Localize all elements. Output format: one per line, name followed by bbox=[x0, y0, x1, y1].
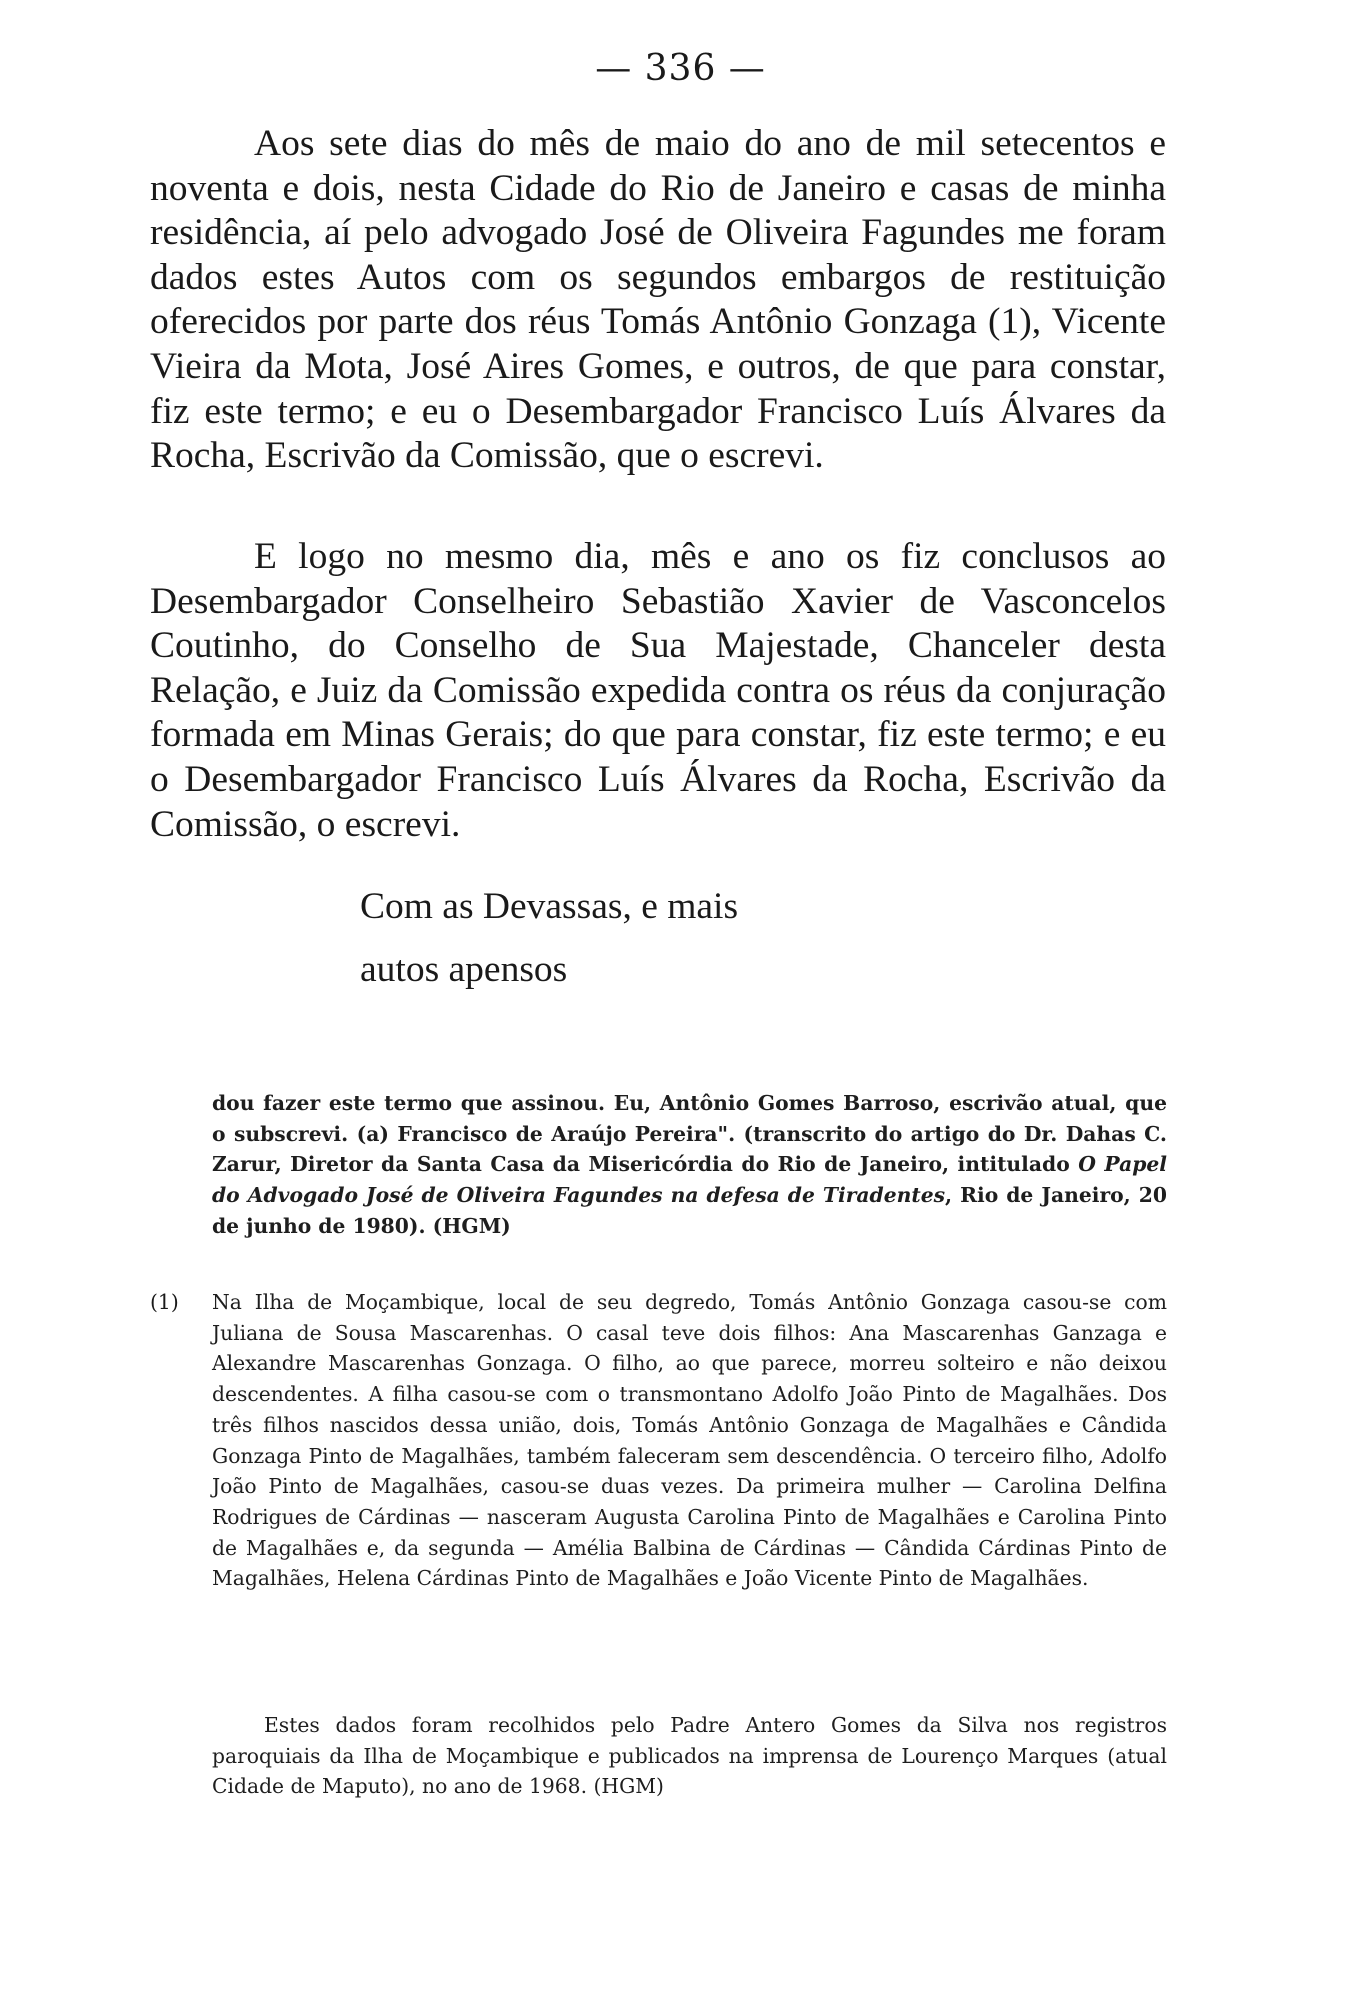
body-paragraph-1 bbox=[150, 122, 1166, 479]
paragraph-text: Aos sete dias do mês de maio do ano de mil setecentos e noventa e dois, nesta Cidade do Rio de Janeiro e casas de minha residência, aí pelo advogado José de Oliveira Fagundes me foram dados estes Autos com os segundos embargos de restituição oferecidos por parte dos réus Tomás Antônio Gonzaga (1), Vicente Vieira da Mota, José Aires Gomes, e outros, de que para constar, fiz este termo; e eu o Desembargador Francisco Luís Álvares da Rocha, Escrivão da Comissão, que o escrevi. bbox=[150, 123, 1166, 477]
paragraph-text: E logo no mesmo dia, mês e ano os fiz conclusos ao Desembargador Conselheiro Sebastião Xavier de Vasconcelos Coutinho, do Conselho de Sua Majestade, Chanceler desta Relação, e Juiz da Comissão expedida contra os réus da conjuração formada em Minas Gerais; do que para constar, fiz este termo; e eu o Desembargador Francisco Luís Álvares da Rocha, Escrivão da Comissão, o escrevi. bbox=[150, 536, 1166, 845]
footnote-text-2: Estes dados foram recolhidos pelo Padre Antero Gomes da Silva nos registros paroquiais da Ilha de Moçambique e publicados na imprensa de Lourenço Marques (atual Cidade de Maputo), no ano de 1968. (HGM) bbox=[212, 1713, 1167, 1799]
article-title: O Papel do Advogado José de Oliveira Fagundes na defesa de Tiradentes bbox=[212, 1152, 1167, 1208]
closing-line-2: autos apensos bbox=[360, 949, 568, 990]
continued-footnote-text-end: , Rio de Janeiro, 20 de junho de 1980). (HGM) bbox=[212, 1183, 1167, 1238]
page-number: — 336 — bbox=[595, 48, 766, 89]
closing-line-1: Com as Devassas, e mais bbox=[360, 886, 739, 927]
footnote-text: Na Ilha de Moçambique, local de seu degredo, Tomás Antônio Gonzaga casou-se com Juliana de Sousa Mascarenhas. O casal teve dois filhos: Ana Mascarenhas Ganzaga e Alexandre Mascarenhas Gonzaga. O filho, ao que parece, morreu solteiro e não deixou descendentes. A filha casou-se com o transmontano Adolfo João Pinto de Magalhães. Dos três filhos nascidos dessa união, dois, Tomás Antônio Gonzaga de Magalhães e Cândida Gonzaga Pinto de Magalhães, também faleceram sem descendência. O terceiro filho, Adolfo João Pinto de Magalhães, casou-se duas vezes. Da primeira mulher — Carolina Delfina Rodrigues de Cárdinas — nasceram Augusta Carolina Pinto de Magalhães e Carolina Pinto de Magalhães e, da segunda — Amélia Balbina de Cárdinas — Cândida Cárdinas Pinto de Magalhães, Helena Cárdinas Pinto de Magalhães e João Vicente Pinto de Magalhães. bbox=[212, 1290, 1167, 1591]
continued-footnote-text: dou fazer este termo que assinou. Eu, Antônio Gomes Barroso, escrivão atual, que o subscrevi. (a) Francisco de Araújo Pereira". (transcrito do artigo do Dr. Dahas C. Zarur, Diretor da Santa Casa da Misericórdia do Rio de Janeiro, intitulado bbox=[212, 1091, 1167, 1177]
body-paragraph-2 bbox=[150, 535, 1166, 847]
continued-footnote bbox=[212, 1088, 1167, 1242]
footnote-marker: (1) bbox=[150, 1290, 179, 1314]
